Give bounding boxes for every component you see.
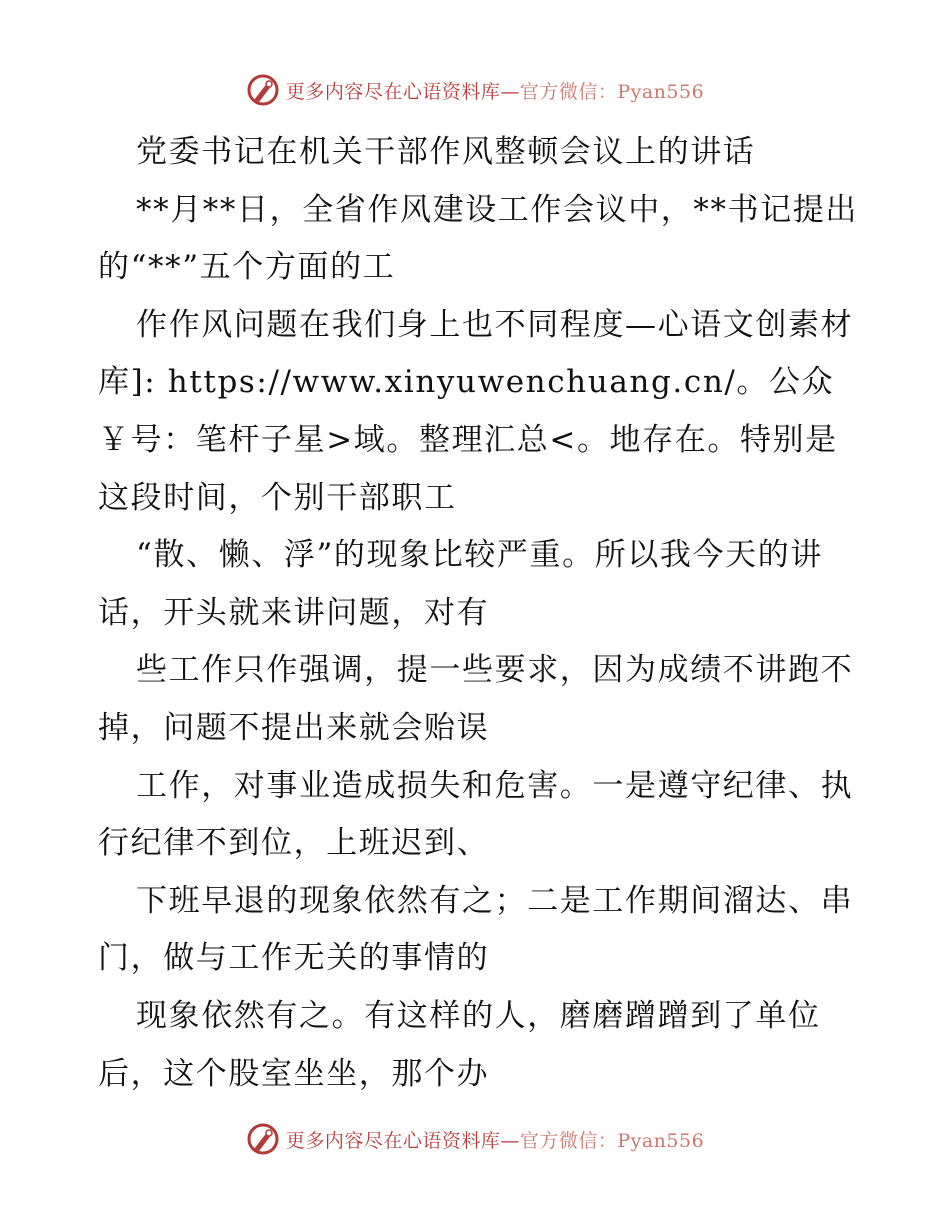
banner-text: 更多内容尽在心语资料库—官方微信：Pyan556: [285, 80, 705, 103]
document-title: 党委书记在机关干部作风整顿会议上的讲话: [136, 134, 756, 170]
paragraph: 作作风问题在我们身上也不同程度—心语文创素材库]: https://www.xinyuwenchuang.cn/。公众￥号：笔杆子星>域。整理汇总<。地存在。特别是这段时间，个别干部职工: [98, 306, 854, 516]
footer-banner: [0, 1122, 950, 1156]
paragraph: 下班早退的现象依然有之；二是工作期间溜达、串门，做与工作无关的事情的: [98, 882, 854, 977]
paragraph: **月**日，全省作风建设工作会议中，**书记提出的“**”五个方面的工: [98, 191, 858, 286]
paragraph: 现象依然有之。有这样的人，磨磨蹭蹭到了单位后，这个股室坐坐，那个办: [98, 997, 821, 1092]
pen-logo-icon: [246, 1122, 280, 1156]
paragraph: “散、懒、浮”的现象比较严重。所以我今天的讲话，开头就来讲问题，对有: [98, 537, 823, 631]
header-banner: [0, 73, 950, 107]
paragraph: 些工作只作强调，提一些要求，因为成绩不讲跑不掉，问题不提出来就会贻误: [98, 652, 854, 746]
document-body: [98, 124, 858, 1103]
pen-logo-icon: [246, 73, 280, 107]
paragraph: 工作，对事业造成损失和危害。一是遵守纪律、执行纪律不到位，上班迟到、: [98, 767, 854, 862]
banner-text: 更多内容尽在心语资料库—官方微信：Pyan556: [285, 1129, 705, 1152]
